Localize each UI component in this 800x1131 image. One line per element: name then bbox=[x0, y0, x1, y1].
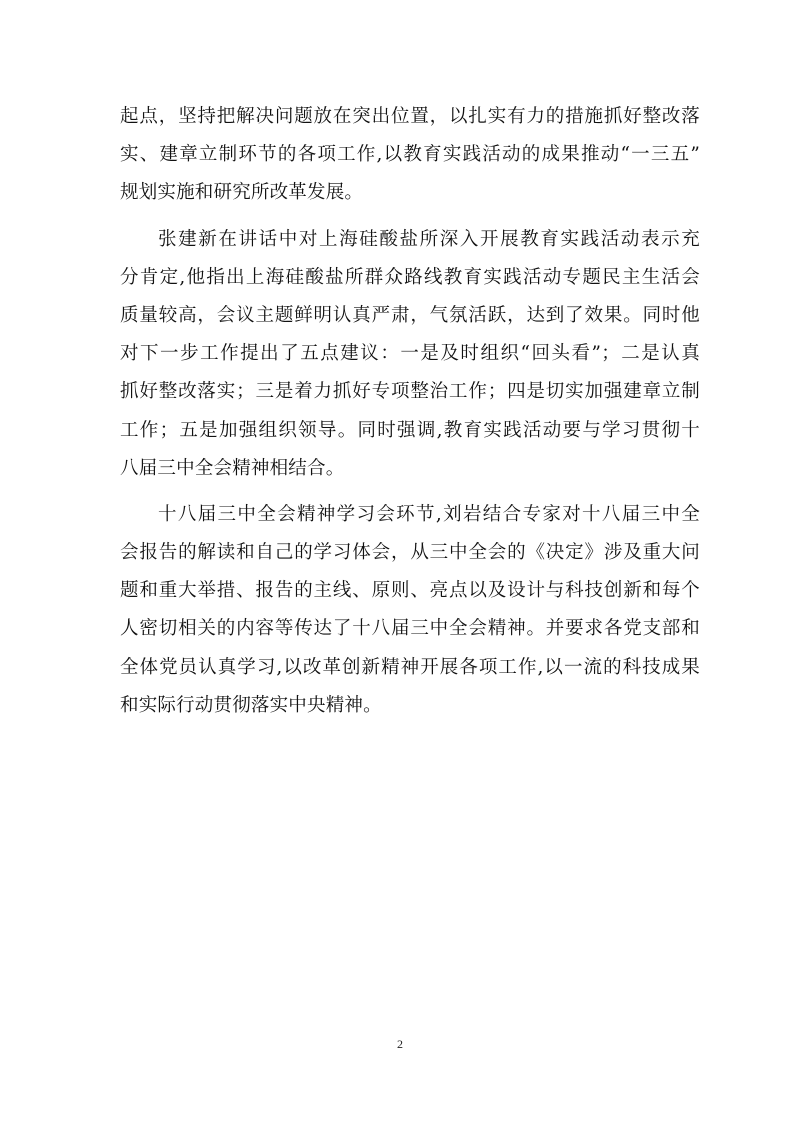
paragraph-1 bbox=[120, 98, 700, 213]
text-line: 全体党员认真学习,以改革创新精神开展各项工作,以一流的科技成果 bbox=[120, 656, 700, 678]
paragraph-2 bbox=[120, 221, 700, 488]
text-line: 题和重大举措、报告的主线、原则、亮点以及设计与科技创新和每个 bbox=[120, 580, 700, 602]
text-line: 人密切相关的内容等传达了十八届三中全会精神。并要求各党支部和 bbox=[120, 618, 700, 640]
text-line: 分肯定,他指出上海硅酸盐所群众路线教育实践活动专题民主生活会 bbox=[120, 266, 700, 288]
text-line: 工作；五是加强组织领导。同时强调,教育实践活动要与学习贯彻十 bbox=[120, 419, 700, 441]
text-line: 抓好整改落实；三是着力抓好专项整治工作；四是切实加强建章立制 bbox=[120, 381, 700, 403]
page-number: 2 bbox=[397, 1037, 403, 1051]
text-line: 质量较高，会议主题鲜明认真严肃，气氛活跃，达到了效果。同时他 bbox=[120, 304, 700, 326]
text-line: 起点，坚持把解决问题放在突出位置，以扎实有力的措施抓好整改落 bbox=[120, 106, 700, 127]
text-line: 实、建章立制环节的各项工作,以教育实践活动的成果推动“一三五” bbox=[120, 144, 700, 166]
text-line: 规划实施和研究所改革发展。 bbox=[120, 182, 364, 204]
text-line: 八届三中全会精神相结合。 bbox=[120, 457, 345, 479]
paragraph-3 bbox=[120, 496, 700, 725]
text-line: 张建新在讲话中对上海硅酸盐所深入开展教育实践活动表示充 bbox=[158, 228, 700, 250]
text-line: 对下一步工作提出了五点建议：一是及时组织“回头看”；二是认真 bbox=[120, 343, 700, 365]
text-line: 十八届三中全会精神学习会环节,刘岩结合专家对十八届三中全 bbox=[158, 503, 700, 525]
body-text bbox=[120, 98, 700, 725]
text-line: 和实际行动贯彻落实中央精神。 bbox=[120, 694, 382, 716]
text-line: 会报告的解读和自己的学习体会，从三中全会的《决定》涉及重大问 bbox=[120, 542, 700, 564]
